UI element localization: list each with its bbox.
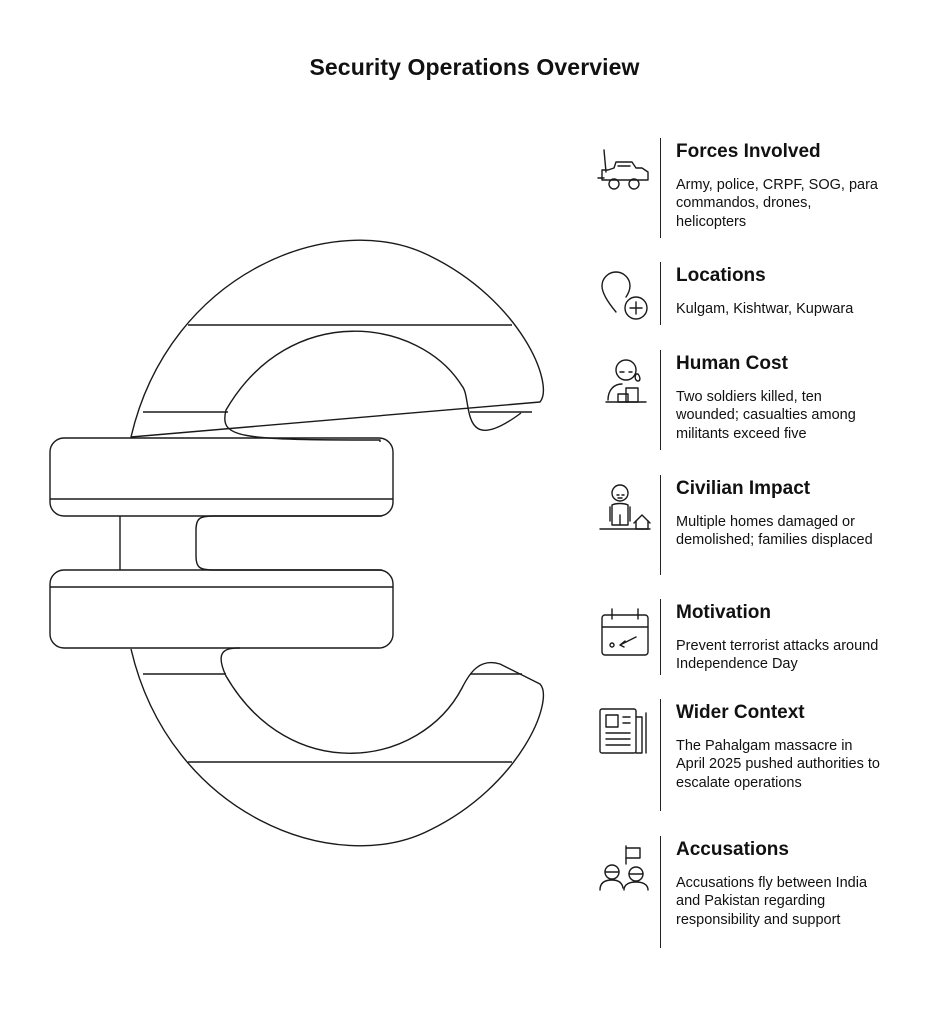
item-heading: Accusations (676, 839, 789, 860)
item-divider (660, 262, 661, 325)
euro-upper-bar (50, 438, 393, 516)
item-heading: Civilian Impact (676, 478, 811, 499)
item-description: Two soldiers killed, ten wounded; casualties among militants exceed five (676, 389, 856, 442)
newspaper-icon (596, 703, 652, 759)
item-description: Kulgam, Kishtwar, Kupwara (676, 301, 854, 317)
item-divider (660, 599, 661, 675)
item-heading: Human Cost (676, 353, 788, 374)
item-heading: Forces Involved (676, 141, 821, 162)
calendar-icon (596, 603, 652, 659)
euro-lower-curve (131, 648, 543, 846)
grieving-person-icon (596, 354, 652, 410)
item-heading: Motivation (676, 602, 771, 623)
person-and-house-icon (596, 479, 652, 535)
diagram-title: Security Operations Overview (309, 54, 640, 80)
item-divider (660, 138, 661, 238)
location-pin-plus-icon (596, 266, 652, 322)
item-heading: Wider Context (676, 702, 805, 723)
item-description: Army, police, CRPF, SOG, para commandos, drones, helicopters (676, 177, 878, 230)
euro-lower-bar (50, 570, 393, 648)
item-divider (660, 475, 661, 575)
item-description: The Pahalgam massacre in April 2025 pushed authorities to escalate operations (676, 738, 880, 791)
item-description: Multiple homes damaged or demolished; families displaced (676, 514, 873, 549)
item-divider (660, 699, 661, 811)
item-heading: Locations (676, 265, 766, 286)
item-description: Prevent terrorist attacks around Independence Day (676, 638, 879, 673)
military-vehicle-icon (596, 142, 652, 198)
people-with-flag-icon (596, 840, 652, 896)
item-description: Accusations fly between India and Pakistan regarding responsibility and support (676, 875, 868, 928)
euro-middle-connector (120, 516, 382, 570)
item-divider (660, 350, 661, 450)
item-divider (660, 836, 661, 948)
